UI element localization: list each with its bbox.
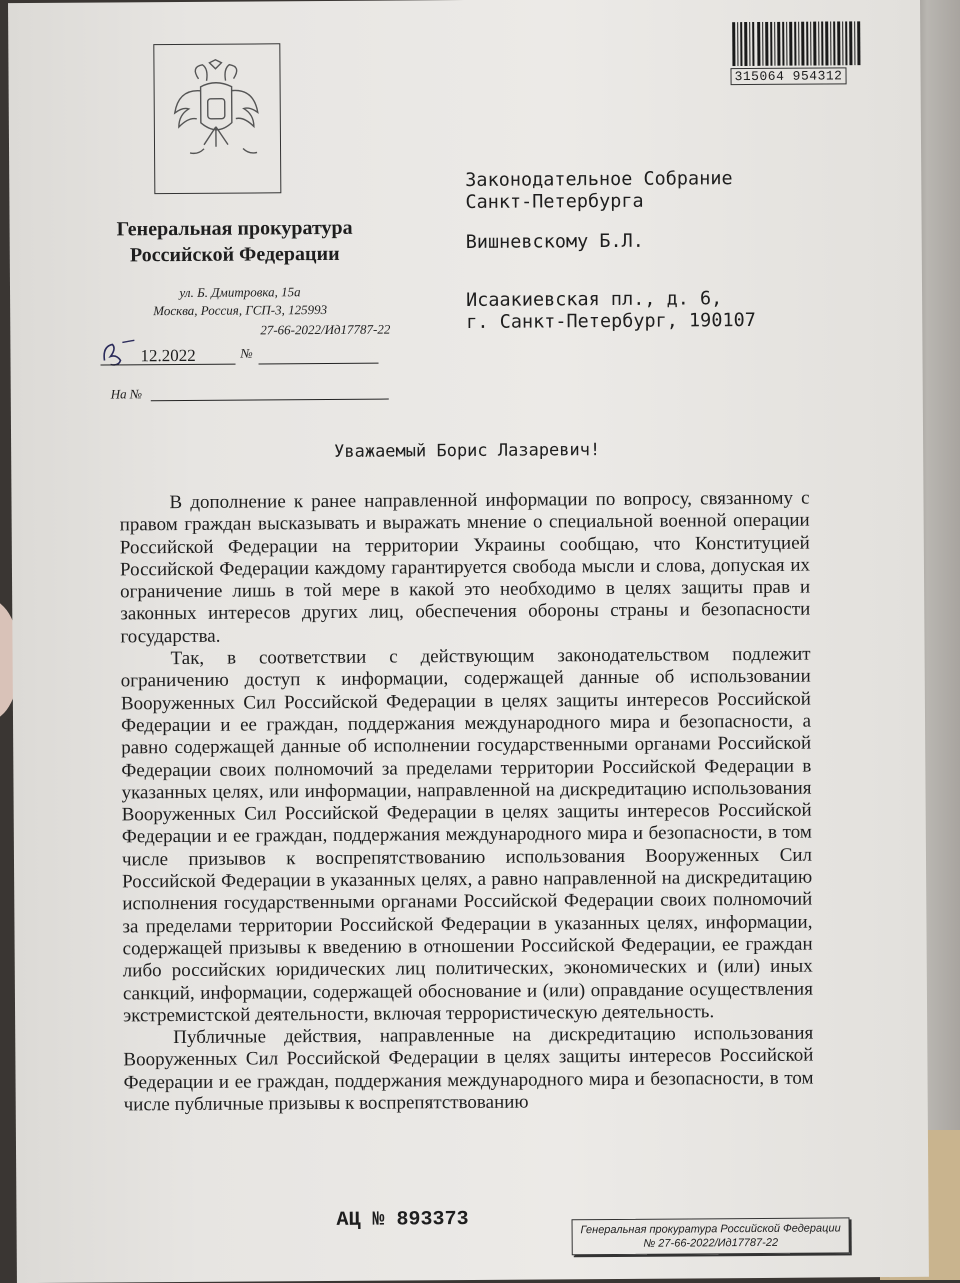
body-paragraph-1: В дополнение к ранее направленной информации по вопросу, связанному с правом граждан высказывать и выражать мнение о специальной военной операции Российской Федерации на территории Украины сообщаю, что Конституцией Российской Федерации каждому гарантируется свобода мысли и слова, допуская их ограничение лишь в той мере в какой это необходимо в целях защиты прав и законных интересов других лиц, обеспечения обороны страны и безопасности государства. (119, 487, 811, 648)
handwritten-day-icon (100, 336, 140, 366)
emblem-frame (153, 43, 281, 194)
address-line2: Москва, Россия, ГСП-3, 125993 (153, 301, 328, 319)
number-label: № (240, 345, 253, 361)
org-name-line1: Генеральная прокуратура (116, 216, 353, 241)
organization-address (120, 283, 360, 321)
in-reply-field (111, 385, 391, 403)
barcode-number: 315064 954312 (730, 67, 846, 85)
stamp-line2: № 27-66-2022/Ид17787-22 (643, 1236, 779, 1250)
greeting: Уважаемый Борис Лазаревич! (334, 440, 601, 462)
recipient-address-line2: г. Санкт-Петербург, 190107 (466, 309, 756, 333)
in-reply-label: На № (110, 386, 143, 402)
recipient-org-line1: Законодательное Собрание (465, 168, 733, 191)
body-paragraph-3: Публичные действия, направленные на дискредитацию использования Вооруженных Сил Российской Федерации в целях защиты интересов Российской Федерации и ее граждан, поддержания международного мира и безопасности, в том числе публичные призывы к воспрепятствованию (123, 1022, 814, 1116)
russian-coat-of-arms-icon (168, 58, 264, 177)
recipient-block (465, 167, 886, 334)
registration-stamp (572, 1217, 850, 1255)
barcode-bars-icon (730, 21, 862, 66)
barcode (730, 21, 870, 88)
letter-body (119, 488, 813, 1117)
stamp-line1: Генеральная прокуратура Российской Федерации (580, 1222, 841, 1237)
recipient-org-line2: Санкт-Петербурга (465, 190, 644, 213)
in-reply-underline (151, 399, 389, 402)
form-number: АЦ № 893373 (336, 1207, 469, 1232)
organization-name (90, 215, 380, 269)
number-underline (259, 363, 379, 365)
date-field (100, 341, 390, 367)
org-name-line2: Российской Федерации (129, 242, 340, 267)
registration-code: 27-66-2022/Ид17787-22 (260, 321, 391, 338)
address-line1: ул. Б. Дмитровка, 15а (179, 284, 301, 300)
letter-sheet (8, 0, 929, 1283)
date-value: 12.2022 (140, 345, 196, 366)
body-paragraph-2: Так, в соответствии с действующим законодательством подлежит ограничению доступ к информации, содержащей данные об использовании Вооруженных Сил Российской Федерации в целях защиты интересов Российской Федерации и ее граждан, поддержания международного мира и безопасности, а равно содержащей данные об исполнении государственными органами Российской Федерации своих полномочий за пределами территории Российской Федерации в указанных целях, или информации, направленной на дискредитацию использования Вооруженных Сил Российской Федерации в целях защиты интересов Российской Федерации и ее граждан, поддержания международного мира и безопасности, в том числе призывов к воспрепятствованию использования Вооруженных Сил Российской Федерации в указанных целях, а равно направленной на дискредитацию исполнения государственными органами Российской Федерации своих полномочий за пределами территории Российской Федерации в указанных целях, информации, содержащей призывы к введению в отношении Российской Федерации, ее граждан либо российских юридических лиц политических, экономических и (или) иных санкций, информации, содержащей обоснование и (или) оправдание осуществления экстремистской деятельности, включая террористическую деятельность. (120, 643, 813, 1027)
recipient-address-line1: Исаакиевская пл., д. 6, (466, 288, 723, 311)
recipient-name: Вишневскому Б.Л. (465, 230, 644, 253)
